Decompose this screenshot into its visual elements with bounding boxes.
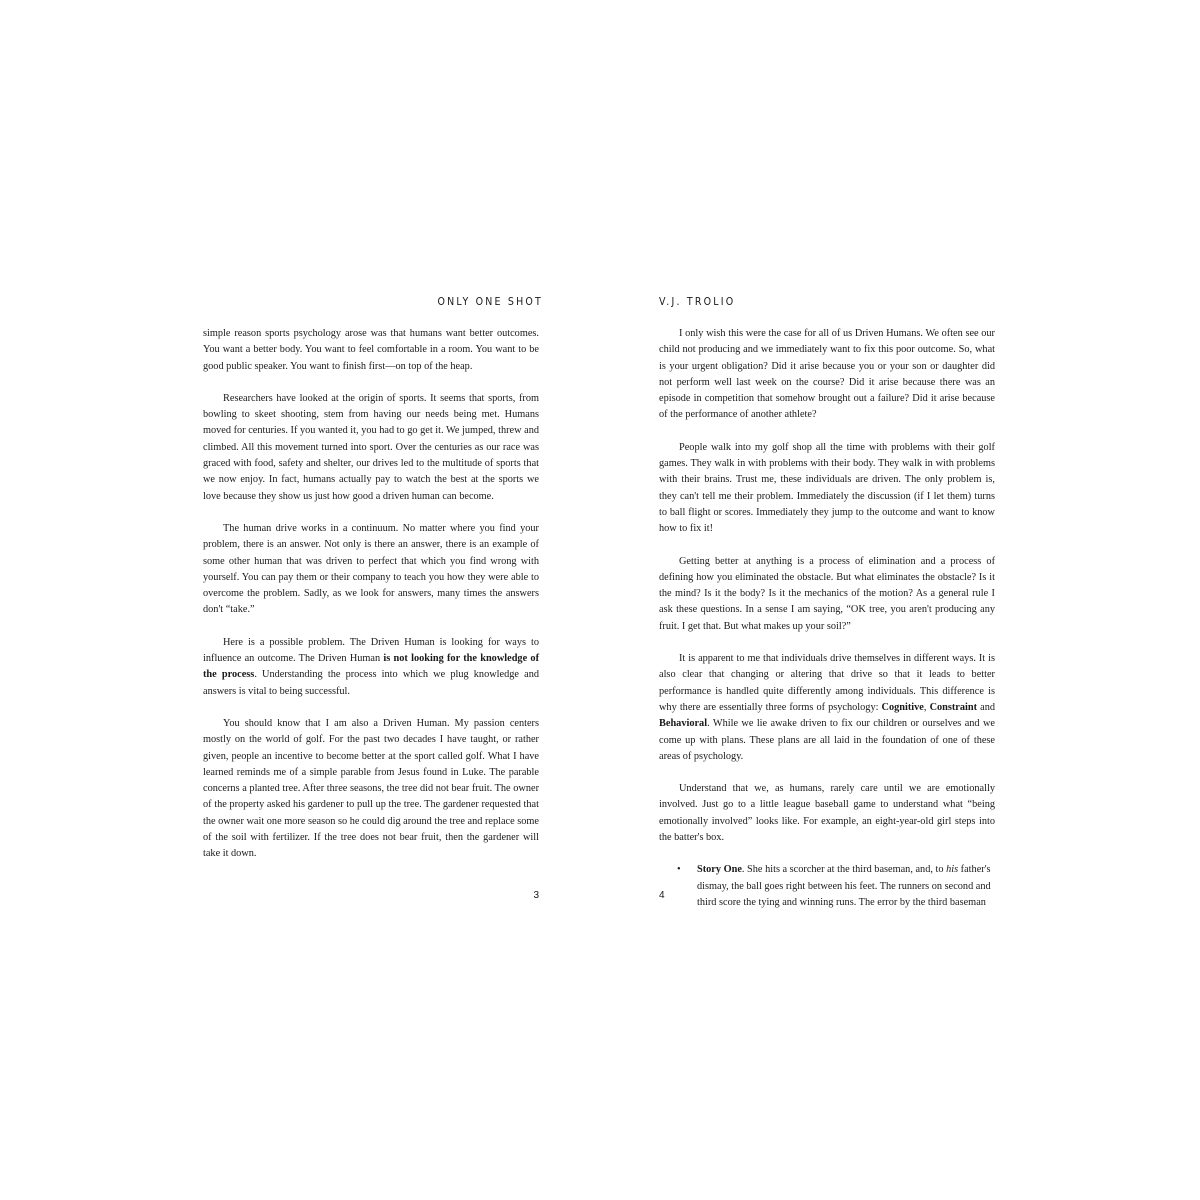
paragraph: Getting better at anything is a process of elimination and a process of defining how you eliminated the obstacle. But what eliminates the obstacle? Is it the mind? Is it the body? Is it the mechanics of the motion? As a general rule I ask these questions. In a sense I am saying, “OK tree, you aren't producing any fruit. I get that. But what makes up your soil?” (659, 555, 995, 632)
bullet-icon: • (677, 864, 681, 876)
bullet-label: Story One (697, 864, 742, 876)
paragraph (659, 651, 995, 765)
right-page-body (659, 326, 995, 911)
left-page-body (203, 326, 539, 879)
bullet-text: . She hits a scorcher at the third baseman, and, to (741, 864, 947, 876)
running-head-book-title: ONLY ONE SHOT (437, 296, 543, 308)
paragraph: Researchers have looked at the origin of sports. It seems that sports, from bowling to skeet shooting, stem from having our needs being met. Humans moved for centuries. If you wanted it, you had to go get it. We jumped, threw and climbed. All this movement turned into sport. Over the centuries as our race was graced with food, safety and shelter, our drives led to the multitude of sports that we now enjoy. In fact, humans actually pay to watch the best at the sports we love because they show us just how good a driven human can become. (203, 392, 539, 502)
paragraph-text: It is apparent to me that individuals drive themselves in different ways. It is also clear that changing or altering that drive so that it leads to better performance is handled quite differently among individuals. This difference is why there are essentially three forms of psychology: (659, 653, 995, 713)
paragraph-text: Here is a possible problem. The Driven Human is looking for ways to influence an outcome. The Driven Human (203, 636, 539, 665)
paragraph: The human drive works in a continuum. No matter where you find your problem, there is an answer. Not only is there an answer, there is an example of some other human that was driven to perfect that which you find wrong with yourself. You can pay them or their company to teach you how they were able to overcome the problem. Sadly, as we look for answers, many times the answers don't “take.” (203, 522, 539, 616)
page-number: 4 (659, 890, 665, 901)
bold-term-behavioral: Behavioral (659, 718, 708, 730)
paragraph: Understand that we, as humans, rarely care until we are emotionally involved. Just go to a little league baseball game to understand what “being emotionally involved” looks like. For example, an eight-year-old girl steps into the batter's box. (659, 783, 995, 844)
bold-phrase: is not looking for the knowledge of the process (203, 653, 539, 681)
paragraph: You should know that I am also a Driven Human. My passion centers mostly on the world of golf. For the past two decades I have taught, or rather given, people an incentive to become better at the sport called golf. What I have learned reminds me of a simple parable from Jesus found in Luke. The parable concerns a planted tree. After three seasons, the tree did not bear fruit. The owner of the property asked his gardener to pull up the tree. The gardener requested that the owner wait one more season so he could dig around the tree and replace some of the soil with fertilizer. If the tree does not bear fruit, then the gardener will take it down. (203, 717, 539, 860)
bold-term-constraint: Constraint (929, 701, 978, 713)
paragraph-text: and (977, 701, 995, 713)
paragraph: People walk into my golf shop all the time with problems with their golf games. They walk in with problems with their body. They walk in with problems with their brains. Trust me, these individuals are driven. The only problem is, they can't tell me their problem. Immediately the discussion (if I let them) turns to ball flight or scores. Immediately they jump to the outcome and want to know how to fix it! (659, 441, 995, 535)
paragraph-text: . While we lie awake driven to fix our children or ourselves and we come up with plans. These plans are all laid in the foundation of one of these areas of psychology. (659, 718, 995, 762)
bold-term-cognitive: Cognitive (881, 701, 924, 713)
italic-word: his (946, 864, 959, 876)
paragraph-text: . Understanding the process into which we plug knowledge and answers is vital to being successful. (203, 669, 539, 697)
page-number: 3 (533, 890, 539, 901)
paragraph-text: , (923, 701, 930, 713)
paragraph: simple reason sports psychology arose was that humans want better outcomes. You want a better body. You want to feel comfortable in a room. You want to be good public speaker. You want to finish first—on top of the heap. (203, 328, 539, 372)
paragraph: I only wish this were the case for all of us Driven Humans. We often see our child not producing and we immediately want to fix this poor outcome. So, what is your urgent obligation? Did it arise because you or your son or daughter did not perform well last week on the course? Did it arise because there was an episode in competition that somehow brought out a failure? Did it arise because of the performance of another athlete? (659, 328, 995, 421)
bullet-list-item (659, 862, 995, 911)
running-head-author: V.J. TROLIO (659, 296, 736, 308)
paragraph (203, 635, 539, 700)
bullet-text: father's dismay, the ball goes right between his feet. The runners on second and third score the tying and winning runs. The error by the third baseman (697, 864, 991, 908)
